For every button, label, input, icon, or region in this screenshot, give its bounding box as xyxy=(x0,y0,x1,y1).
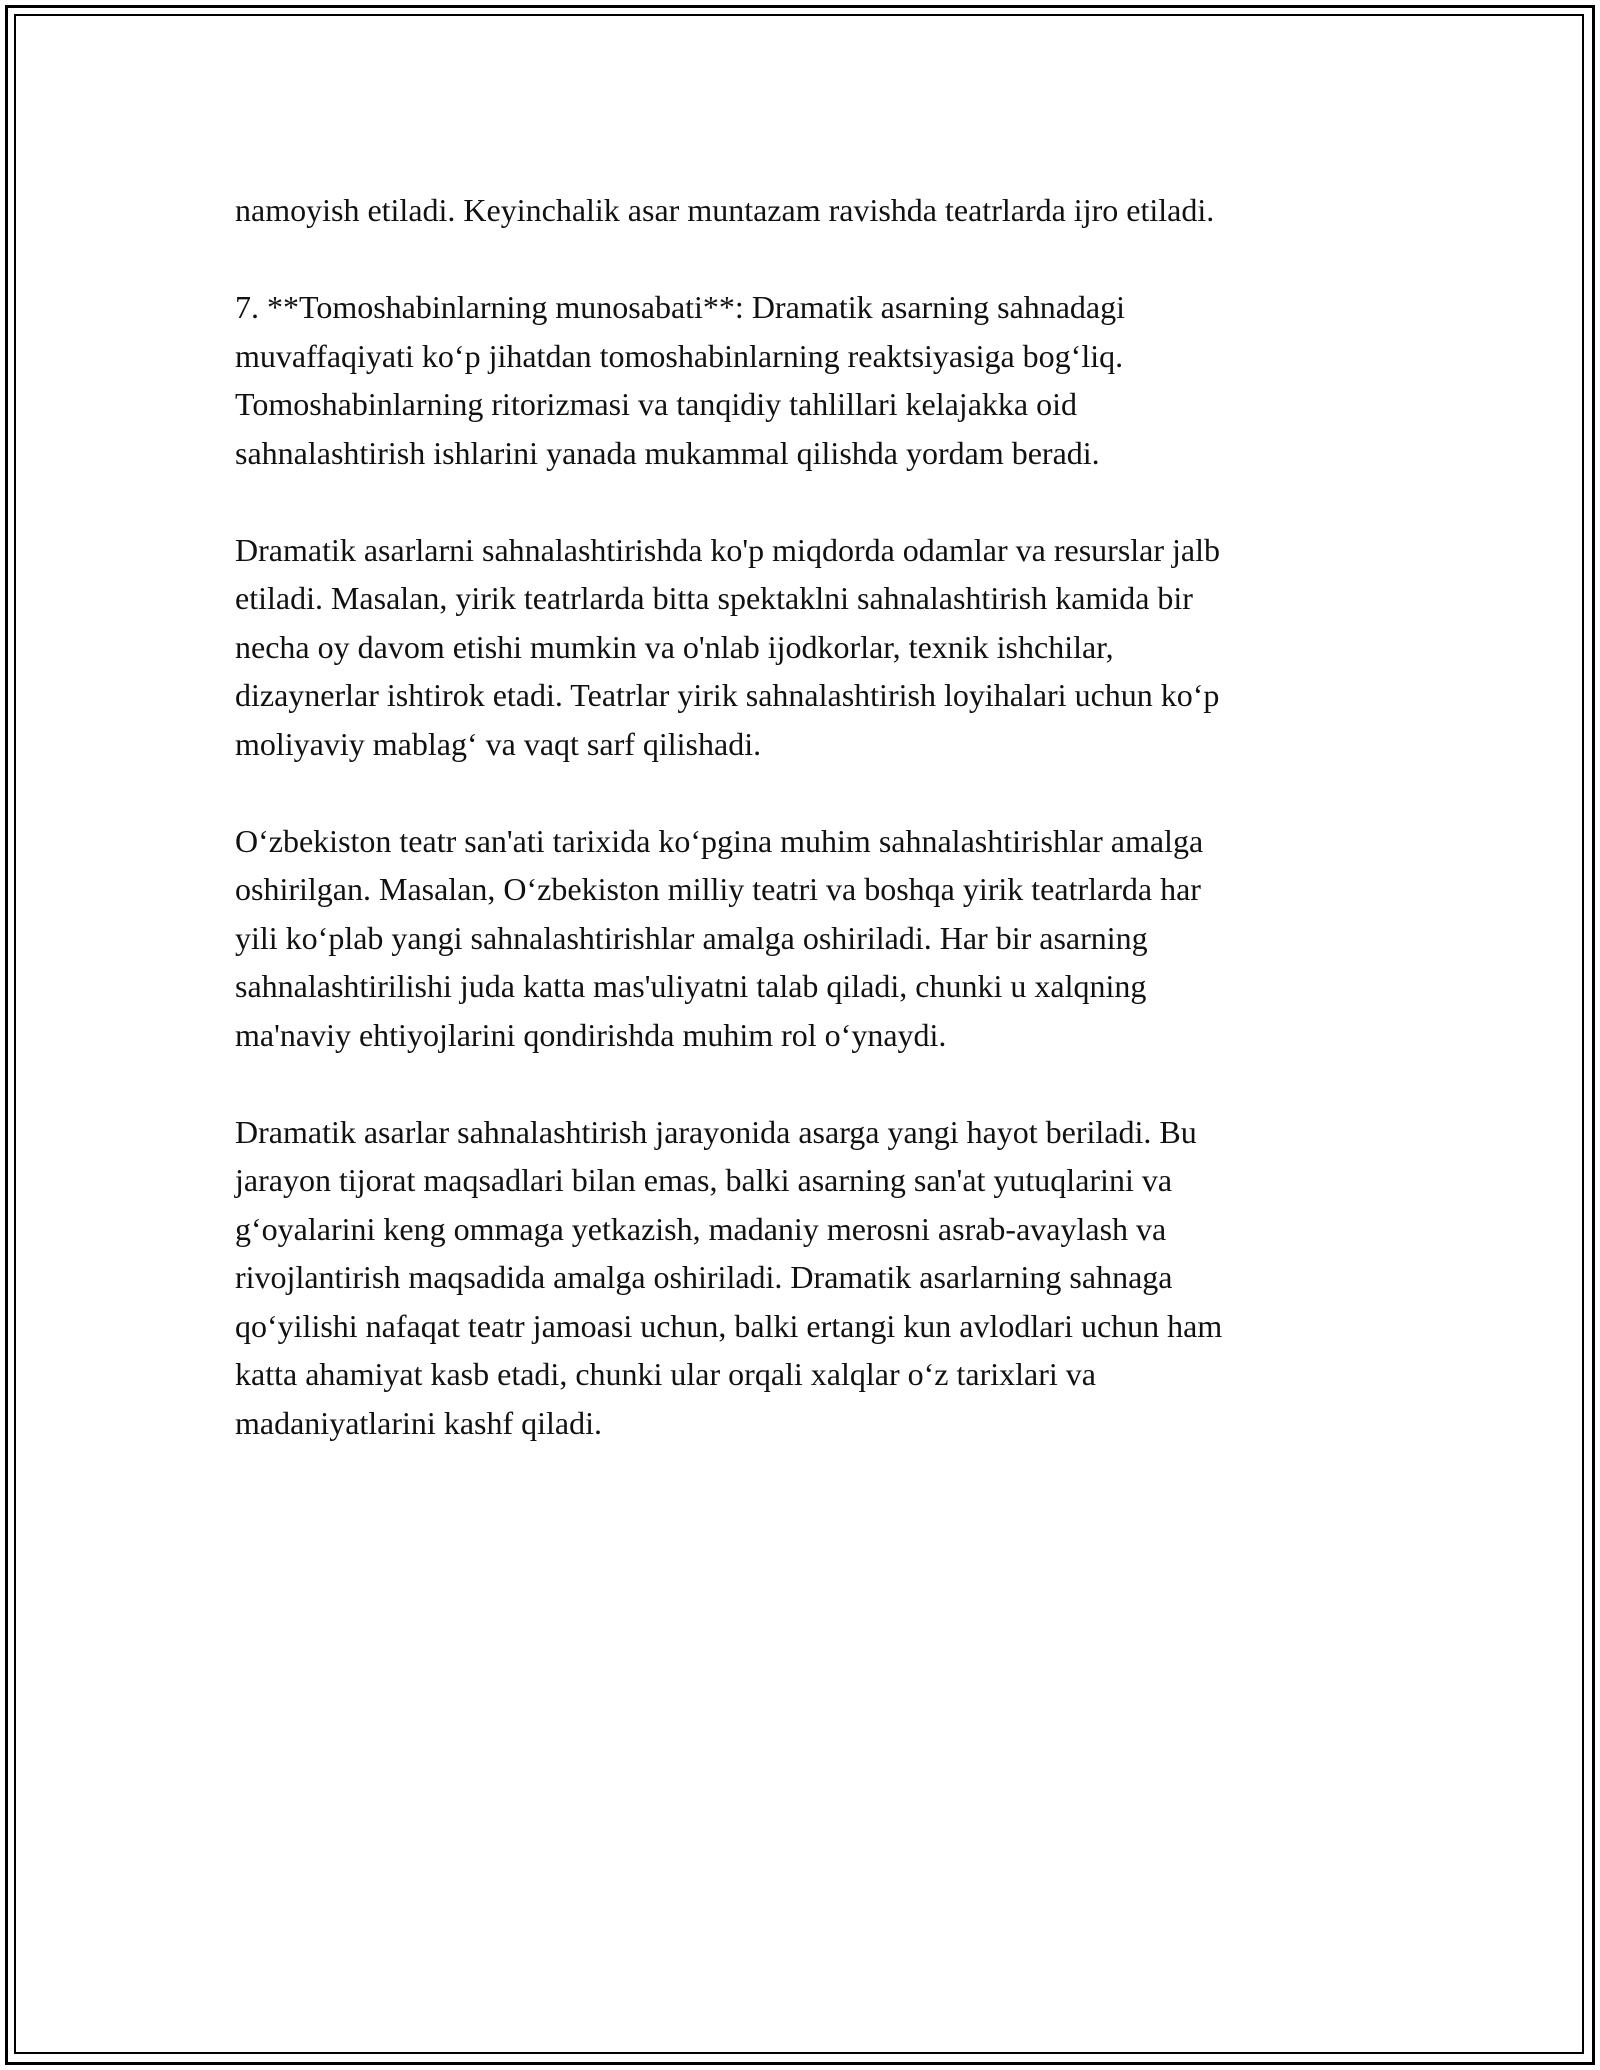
paragraph-audience-reaction: 7. **Tomoshabinlarning munosabati**: Dramatik asarning sahnadagi muvaffaqiyati ko‘p jihatdan tomoshabinlarning reaktsiyasiga bog‘liq. Tomoshabinlarning ritorizmasi va tanqidiy tahlillari kelajakka oid sahnalashtirish ishlarini yanada mukammal qilishda yordam beradi. xyxy=(235,289,1126,471)
paragraph-resources: Dramatik asarlarni sahnalashtirishda ko'p miqdorda odamlar va resurslar jalb etiladi. Masalan, yirik teatrlarda bitta spektaklni sahnalashtirish kamida bir necha oy davom etishi mumkin va o'nlab ijodkorlar, texnik ishchilar, dizaynerlar ishtirok etadi. Teatrlar yirik sahnalashtirish loyihalari uchun ko‘p moliyaviy mablag‘ va vaqt sarf qilishadi. xyxy=(235,531,1220,762)
paragraph-staging-significance: Dramatik asarlar sahnalashtirish jarayonida asarga yangi hayot beriladi. Bu jarayon tijorat maqsadlari bilan emas, balki asarning san'at yutuqlarini va g‘oyalarini keng ommaga yetkazish, madaniy merosni asrab-avaylash va rivojlantirish maqsadida amalga oshiriladi. Dramatik asarlarning sahnaga qo‘yilishi nafaqat teatr jamoasi uchun, balki ertangi kun avlodlari uchun ham katta ahamiyat kasb etadi, chunki ular orqali xalqlar o‘z tarixlari va madaniyatlarini kashf qiladi. xyxy=(235,1113,1223,1441)
document-body xyxy=(235,186,1375,1496)
paragraph-continuation: namoyish etiladi. Keyinchalik asar muntazam ravishda teatrlarda ijro etiladi. xyxy=(235,192,1215,228)
paragraph-uzbek-theatre-history: O‘zbekiston teatr san'ati tarixida ko‘pgina muhim sahnalashtirishlar amalga oshirilgan. Masalan, O‘zbekiston milliy teatri va boshqa yirik teatrlarda har yili ko‘plab yangi sahnalashtirishlar amalga oshiriladi. Har bir asarning sahnalashtirilishi juda katta mas'uliyatni talab qiladi, chunki u xalqning ma'naviy ehtiyojlarini qondirishda muhim rol o‘ynaydi. xyxy=(235,822,1204,1053)
